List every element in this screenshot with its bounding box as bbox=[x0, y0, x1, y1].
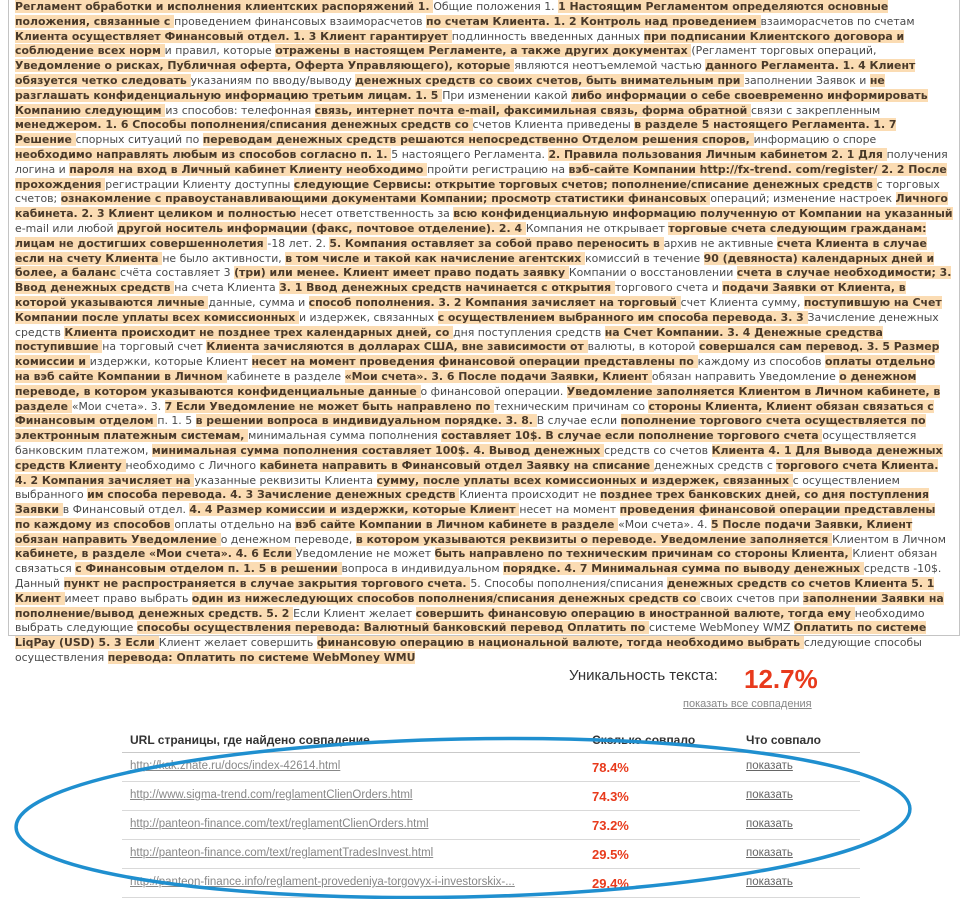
match-percent: 74.3% bbox=[592, 789, 629, 804]
table-row bbox=[122, 869, 860, 898]
uniqueness-value: 12.7% bbox=[744, 664, 818, 694]
match-url-link[interactable]: http://panteon-finance.com/text/reglamentTradesInvest.html bbox=[130, 847, 434, 859]
uniqueness-label: Уникальность текста: bbox=[569, 667, 718, 684]
match-url-link[interactable]: http://panteon-finance.com/text/reglamentClienOrders.html bbox=[130, 818, 429, 830]
table-body bbox=[122, 753, 860, 898]
show-match-link[interactable]: показать bbox=[746, 876, 793, 888]
show-match-link[interactable]: показать bbox=[746, 760, 793, 772]
match-percent: 29.5% bbox=[592, 847, 629, 862]
match-percent: 78.4% bbox=[592, 760, 629, 775]
header-url: URL страницы, где найдено совпадение bbox=[130, 733, 370, 747]
show-match-link[interactable]: показать bbox=[746, 847, 793, 859]
match-url-link[interactable]: http://kak.znate.ru/docs/index-42614.html bbox=[130, 760, 341, 772]
match-percent: 29.4% bbox=[592, 876, 629, 891]
table-row bbox=[122, 840, 860, 869]
table-row bbox=[122, 782, 860, 811]
checked-text-panel bbox=[8, 0, 960, 665]
matches-table bbox=[122, 730, 860, 898]
match-percent: 73.2% bbox=[592, 818, 629, 833]
show-match-link[interactable]: показать bbox=[746, 789, 793, 801]
show-match-link[interactable]: показать bbox=[746, 818, 793, 830]
checked-text: Регламент обработки и исполнения клиентских распоряжений 1. Общие положения 1. 1 Настоящим Регламентом определяются основные положения, связанные с проведением финансовых взаиморасчетов по счетам Клиента. 1. 2 Контроль над проведением взаиморасчетов по счетам Клиента осуществляет Финансовый отдел. 1. 3 Клиент гарантирует подлинность введенных данных при подписании Клиентского договора и соблюдение всех норм и правил, которые отражены в настоящем Регламенте, а также других документах (Регламент торговых операций, Уведомление о рисках, Публичная оферта, Оферта Управляющего), которые являются неотъемлемой частью данного Регламента. 1. 4 Клиент обязуется четко следовать указаниям по вводу/выводу денежных средств со своих счетов, быть внимательным при заполнении Заявок и не разглашать конфиденциальную информацию третьим лицам. 1. 5 При изменении какой либо информации о себе своевременно информировать Компанию следующим из способов: телефонная связь, интернет почта e-mail, факсимильная связь, форма обратной связи с закрепленным менеджером. 1. 6 Способы пополнения/списания денежных средств со счетов Клиента приведены в разделе 5 настоящего Регламента. 1. 7 Решение спорных ситуаций по переводам денежных средств решаются непосредственно Отделом решения споров, информацию о споре необходимо направлять любым из способов согласно п. 1. 5 настоящего Регламента. 2. Правила пользования Личным кабинетом 2. 1 Для получения логина и пароля на вход в Личный кабинет Клиенту необходимо пройти регистрацию на вэб-сайте Компании http://fx-trend. com/register/ 2. 2 После прохождения регистрации Клиенту доступны следующие Сервисы: открытие торговых счетов; пополнение/списание денежных средств с торговых счетов; ознакомление с правоустанавливающими документами Компании; просмотр статистики финансовых операций; изменение настроек Личного кабинета. 2. 3 Клиент целиком и полностью несет ответственность за всю конфиденциальную информацию полученную от Компании на указанный e-mail или любой другой носитель информации (факс, почтовое отделение). 2. 4 Компания не открывает торговые счета следующим гражданам: лицам не достигших совершеннолетия -18 лет. 2. 5. Компания оставляет за собой право переносить в архив не активные счета Клиента в случае если на счету Клиента не было активности, в том числе и такой как начисление агентских комиссий в течение 90 (девяноста) календарных дней и более, а баланс счёта составляет 3 (три) или менее. Клиент имеет право подать заявку Компании о восстановлении счета в случае необходимости; 3. Ввод денежных средств на счета Клиента 3. 1 Ввод денежных средств начинается с открытия торгового счета и подачи Заявки от Клиента, в которой указываются личные данные, сумма и способ пополнения. 3. 2 Компания зачисляет на торговый счет Клиента сумму, поступившую на Счет Компании после уплаты всех комиссионных и издержек, связанных с осуществлением выбранного им способа перевода. 3. 3 Зачисление денежных средств Клиента происходит не позднее трех календарных дней, со дня поступления средств на Счет Компании. 3. 4 Денежные средства поступившие на торговый счет Клиента зачисляются в долларах США, вне зависимости от валюты, в которой совершался сам перевод. 3. 5 Размер комиссии и издержки, которые Клиент несет на момент проведения финансовой операции представлены по каждому из способов оплаты отдельно на вэб сайте Компании в Личном кабинете в разделе «Мои счета». 3. 6 После подачи Заявки, Клиент обязан направить Уведомление о денежном переводе, в котором указываются конфиденциальные данные о финансовой операции. Уведомление заполняется Клиентом в Личном кабинете, в разделе «Мои счета». 3. 7 Если Уведомление не может быть направлено по техническим причинам со стороны Клиента, Клиент обязан связаться с Финансовым отделом п. 1. 5 в решении вопроса в индивидуальном порядке. 3. 8. В случае если пополнение торгового счета осуществляется по электронным платежным системам, минимальная сумма пополнения составляет 10$. В случае если пополнение торгового счета осуществляется банковским платежом, минимальная сумма пополнения составляет 100$. 4. Вывод денежных средств со счетов Клиента 4. 1 Для Вывода денежных средств Клиенту необходимо с Личного кабинета направить в Финансовый отдел Заявку на списание денежных средств с торгового счета Клиента. 4. 2 Компания зачисляет на указанные реквизиты Клиента сумму, после уплаты всех комиссионных и издержек, связанных с осуществлением выбранного им способа перевода. 4. 3 Зачисление денежных средств Клиента происходит не позднее трех банковских дней, со дня поступления Заявки в Финансовый отдел. 4. 4 Размер комиссии и издержки, которые Клиент несет на момент проведения финансовой операции представлены по каждому из способов оплаты отдельно на вэб сайте Компании в Личном кабинете в разделе «Мои счета». 4. 5 После подачи Заявки, Клиент обязан направить Уведомление о денежном переводе, в котором указываются реквизиты о переводе. Уведомление заполняется Клиентом в Личном кабинете, в разделе «Мои счета». 4. 6 Если Уведомление не может быть направлено по техническим причинам со стороны Клиента, Клиент обязан связаться с Финансовым отделом п. 1. 5 в решении вопроса в индивидуальном порядке. 4. 7 Минимальная сумма по выводу денежных средств -10$. Данный пункт не распространяется в случае закрытия торгового счета. 5. Способы пополнения/списания денежных средств со счетов Клиента 5. 1 Клиент имеет право выбрать один из нижеследующих способов пополнения/списания денежных средств со своих счетов при заполнении Заявки на пополнение/вывод денежных средств. 5. 2 Если Клиент желает совершить финансовую операцию в иностранной валюте, тогда ему необходимо выбрать следующие способы осуществления перевода: Валютный банковский перевод Оплатить по системе WebMoney WMZ Оплатить по системе LiqPay (USD) 5. 3 Если Клиент желает совершить финансовую операцию в национальной валюте, тогда необходимо выбрать следующие способы осуществления перевода: Оплатить по системе WebMoney WMU bbox=[15, 0, 953, 665]
header-what: Что совпало bbox=[746, 733, 821, 747]
match-url-link[interactable]: http://panteon-finance.info/reglament-provedeniya-torgovyx-i-investorskix-... bbox=[130, 876, 515, 888]
match-url-link[interactable]: http://www.sigma-trend.com/reglamentClienOrders.html bbox=[130, 789, 413, 801]
table-row bbox=[122, 753, 860, 782]
header-amount: Сколько совпало bbox=[592, 733, 696, 747]
show-all-matches-link[interactable]: показать все совпадения bbox=[683, 698, 812, 710]
table-row bbox=[122, 811, 860, 840]
table-header bbox=[122, 730, 860, 753]
